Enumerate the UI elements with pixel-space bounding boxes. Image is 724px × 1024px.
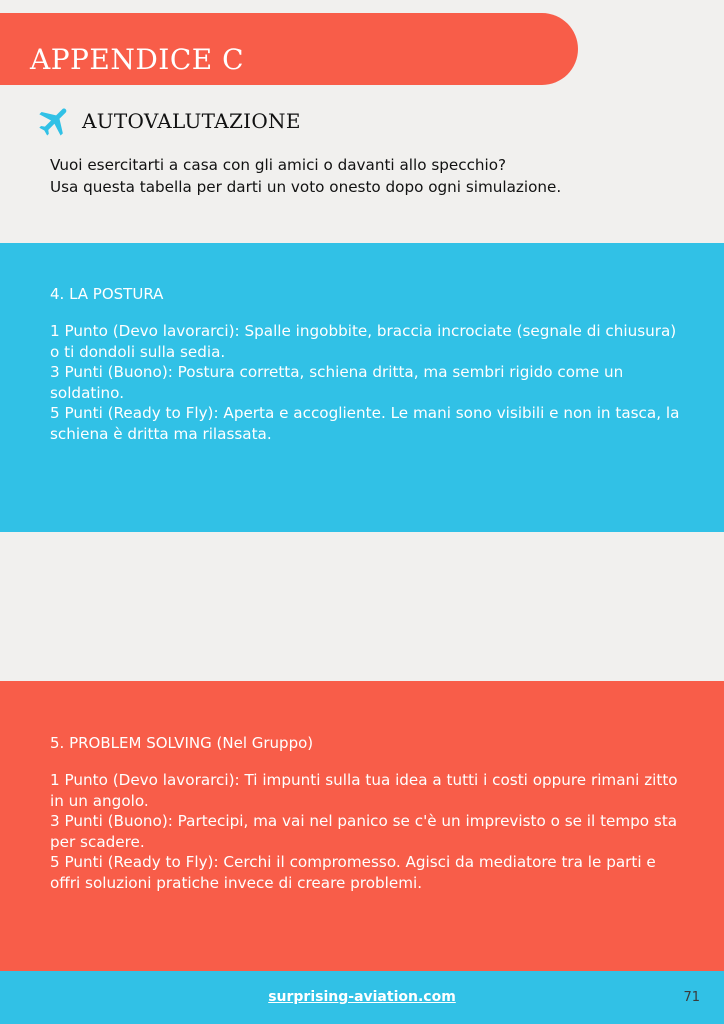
section-heading — [36, 102, 301, 140]
intro-line: Usa questa tabella per darti un voto onesto dopo ogni simulazione. — [50, 178, 562, 196]
website-link[interactable]: surprising-aviation.com — [268, 989, 456, 1005]
problem-solving-card — [0, 681, 724, 971]
card-heading: 5. PROBLEM SOLVING (Nel Gruppo) — [50, 734, 314, 752]
section-title: AUTOVALUTAZIONE — [82, 109, 301, 133]
footer-bar — [0, 971, 724, 1024]
card-content — [50, 734, 684, 893]
header-banner — [0, 13, 578, 85]
airplane-icon — [36, 102, 74, 140]
score-line: 3 Punti (Buono): Partecipi, ma vai nel panico se c'è un imprevisto o se il tempo sta per scadere. — [50, 812, 678, 851]
card-body — [50, 770, 684, 893]
page-number: 71 — [683, 990, 700, 1005]
score-line: 1 Punto (Devo lavorarci): Ti impunti sulla tua idea a tutti i costi oppure rimani zitto in un angolo. — [50, 771, 678, 810]
intro-text — [50, 154, 690, 198]
card-heading: 4. LA POSTURA — [50, 285, 164, 303]
intro-line: Vuoi esercitarti a casa con gli amici o davanti allo specchio? — [50, 156, 507, 174]
score-line: 1 Punto (Devo lavorarci): Spalle ingobbite, braccia incrociate (segnale di chiusura) o ti dondoli sulla sedia. — [50, 322, 677, 361]
score-line: 5 Punti (Ready to Fly): Cerchi il compromesso. Agisci da mediatore tra le parti e offri soluzioni pratiche invece di creare problemi. — [50, 853, 656, 892]
score-line: 3 Punti (Buono): Postura corretta, schiena dritta, ma sembri rigido come un soldatino. — [50, 363, 624, 402]
score-line: 5 Punti (Ready to Fly): Aperta e accogliente. Le mani sono visibili e non in tasca, la schiena è dritta ma rilassata. — [50, 404, 680, 443]
page-title: APPENDICE C — [30, 43, 245, 76]
posture-card — [0, 243, 724, 532]
card-content — [50, 285, 684, 444]
card-body — [50, 321, 684, 444]
